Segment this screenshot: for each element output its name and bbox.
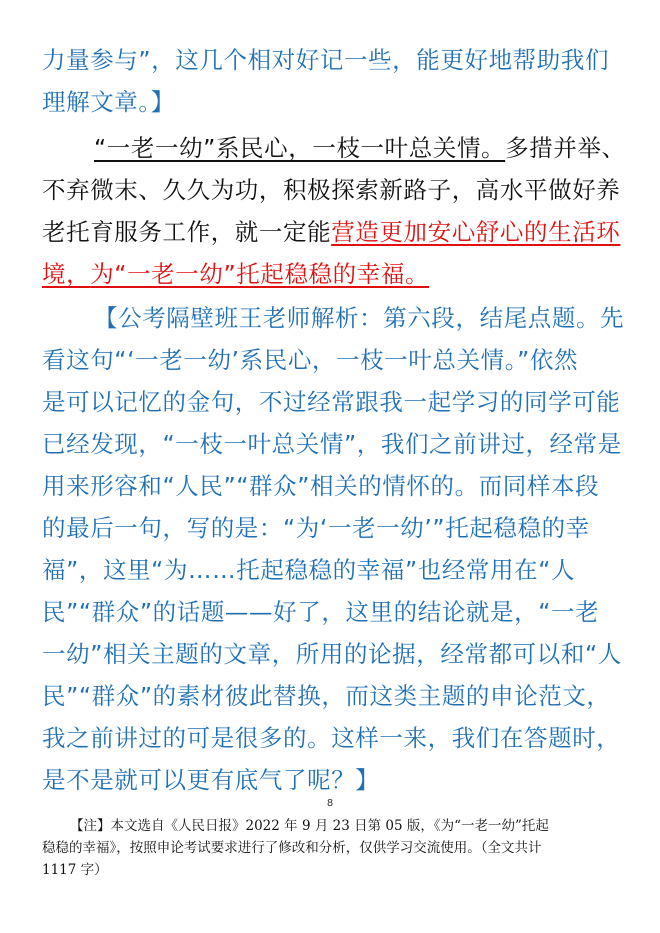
commentary-line: 一幼”相关主题的文章，所用的论据，经常都可以和“人	[42, 640, 622, 668]
article-line	[94, 130, 624, 166]
commentary-line: 是可以记忆的金句，不过经常跟我一起学习的同学可能	[42, 388, 621, 416]
commentary-line: 理解文章。】	[42, 88, 175, 116]
page-number: 8	[326, 798, 334, 809]
article-text: 老托育服务工作，就一定能	[42, 218, 332, 246]
commentary-line: 福”，这里“为……托起稳稳的幸福”也经常用在“人	[42, 556, 576, 584]
commentary-line: 民”“群众”的素材彼此替换，而这类主题的申论范文，	[42, 682, 611, 710]
commentary-line: 已经发现，“一枝一叶总关情”，我们之前讲过，经常是	[42, 430, 622, 458]
commentary-line: 的最后一句，写的是：“为‘一老一幼’”托起稳稳的幸	[42, 514, 590, 542]
footnote-line: 稳稳的幸福》，按照申论考试要求进行了修改和分析，仅供学习交流使用。（全文共计	[42, 840, 542, 856]
commentary-line: 力量参与”，这几个相对好记一些，能更好地帮助我们	[42, 46, 610, 74]
footnote-line: 【注】本文选自《人民日报》2022 年 9 月 23 日第 05 版，《为“一老一幼”托起	[70, 818, 549, 834]
article-line	[42, 214, 622, 250]
commentary-line: 用来形容和“人民”“群众”相关的情怀的。而同样本段	[42, 472, 600, 500]
footnote-line: 1117 字）	[42, 862, 108, 878]
commentary-line: 【公考隔壁班王老师解析：第六段，结尾点题。先	[94, 304, 625, 332]
quote-underlined: “一老一幼”系民心，一枝一叶总关情。	[94, 134, 506, 162]
commentary-line: 我之前讲过的可是很多的。这样一来，我们在答题时，	[42, 724, 621, 752]
highlight-text: 境，	[42, 260, 91, 288]
commentary-line: 是不是就可以更有底气了呢？】	[42, 766, 380, 794]
article-text: 多措并举、	[505, 134, 626, 162]
commentary-line: 看这句“‘一老一幼’系民心，一枝一叶总关情。”依然	[42, 346, 579, 374]
commentary-line: 民”“群众”的话题——好了，这里的结论就是，“一老	[42, 598, 600, 626]
highlight-text: 营造更加安心舒心的生活环	[331, 218, 621, 246]
article-line: 不弃微末、久久为功，积极探索新路子，高水平做好养	[42, 176, 621, 204]
article-line	[42, 256, 622, 292]
highlight-text: 为“一老一幼”托起稳稳的幸福。	[90, 260, 430, 288]
